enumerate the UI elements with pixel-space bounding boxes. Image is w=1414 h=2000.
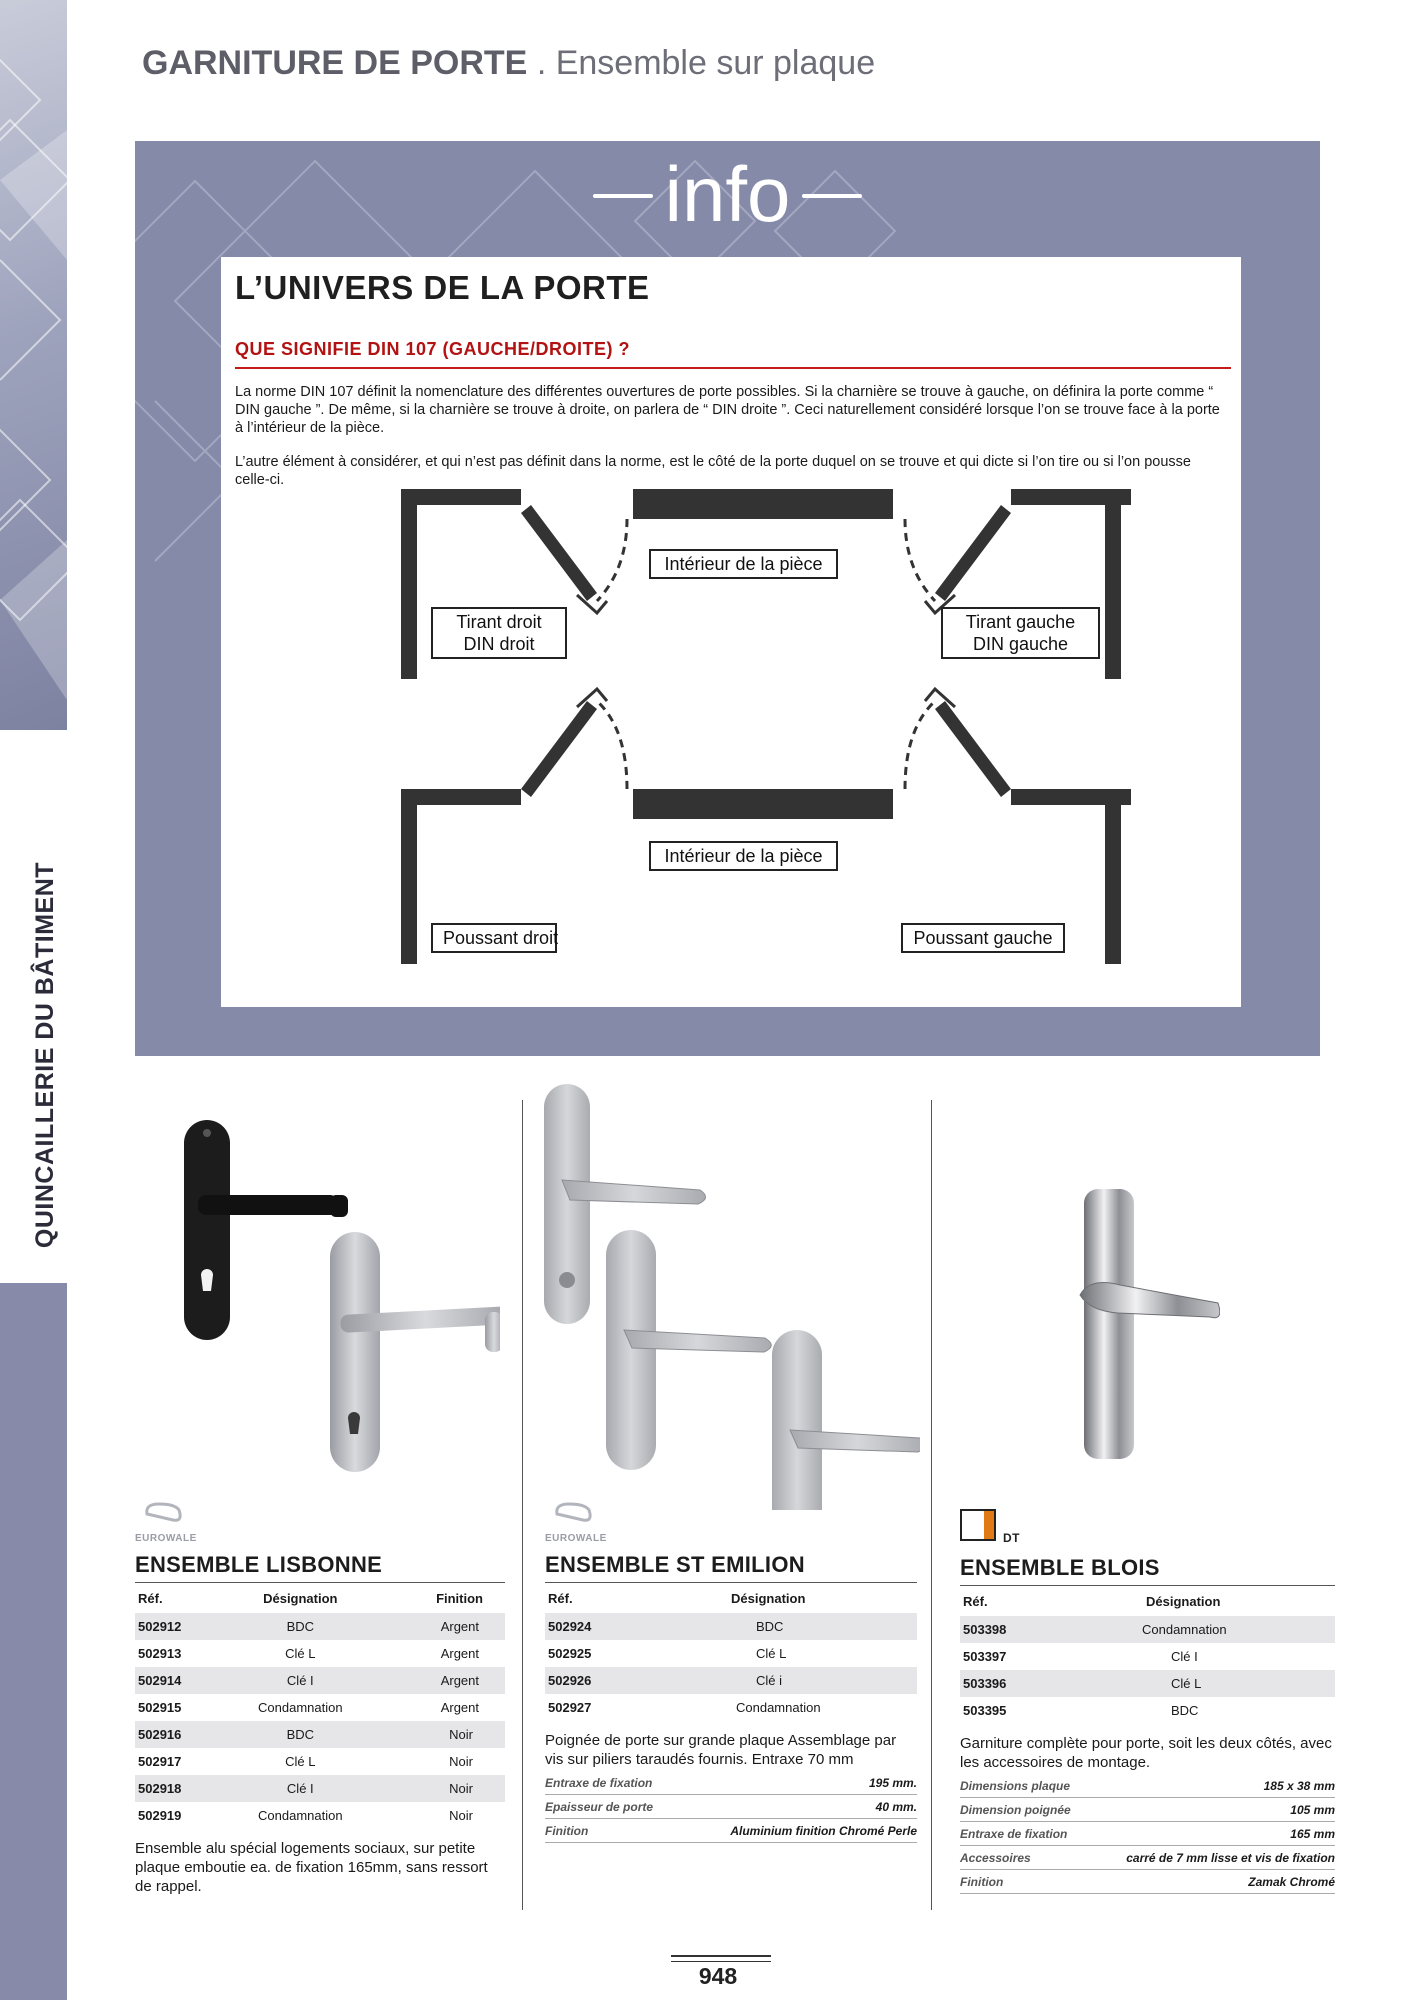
table-row [960,1670,1335,1697]
table-cell: Clé L [285,1754,316,1769]
table-cell-ref: 503398 [960,1616,1086,1643]
table-cell: Noir [379,1775,505,1802]
product-brand: EUROWALE [135,1533,197,1544]
spec-value: 105 mm [1290,1802,1335,1817]
table-cell: Clé L [1086,1670,1335,1697]
sidebar-decor-bottom [0,1283,67,2000]
info-heading-left-rule [593,194,653,198]
info-subtitle: QUE SIGNIFIE DIN 107 (GAUCHE/DROITE) ? [235,339,631,359]
spec-row [960,1798,1335,1822]
table-cell-ref: 502915 [138,1700,182,1715]
sidebar-decor-top [0,0,67,730]
label-tirant-gauche-line1: Tirant gauche [965,612,1076,632]
sidebar-pattern [0,0,67,730]
product-brand: DT [1003,1531,1020,1545]
label-tirant-droit [431,607,567,659]
table-cell-ref: 503395 [963,1703,1007,1718]
table-header: Désignation [1146,1593,1221,1609]
product-image-lisbonne [160,1100,500,1480]
spec-row [960,1870,1335,1894]
spec-value: 185 x 38 mm [1263,1778,1335,1793]
table-row [545,1613,917,1640]
table-cell: BDC [221,1721,379,1748]
table-cell: BDC [1171,1703,1199,1718]
spec-row [545,1795,917,1819]
table-header: Réf. [963,1593,988,1609]
table-header: Réf. [138,1590,163,1606]
spec-key: Finition [545,1823,589,1838]
spec-row [960,1822,1335,1846]
product-description: Garniture complète pour porte, soit les deux côtés, avec les accessoires de montage. [960,1735,1332,1771]
product-title: ENSEMBLE ST EMILION [545,1552,805,1577]
table-header-row [960,1586,1335,1616]
table-cell: Clé L [285,1646,316,1661]
table-header: Désignation [731,1590,806,1606]
table-cell: Clé I [221,1667,379,1694]
page-number: 948 [698,1963,738,1989]
info-paragraph-1: La norme DIN 107 définit la nomenclature des différentes ouvertures de porte possibles. Si la charnière se trouve à gauche, on définira la porte comme “ DIN gauche ”. De même, si la charnière se trouve à droite, on parlera de “ DIN droite ”. Ceci naturellement considéré lorsque l’on se trouve face à la porte à l’intérieur de la pièce. [235,384,1220,436]
table-cell-ref: 502918 [135,1775,221,1802]
table-row [135,1721,505,1748]
info-heading-text: info [664,150,791,238]
product-description: Ensemble alu spécial logements sociaux, sur petite plaque emboutie ea. de fixation 165mm, sans ressort de rappel. [135,1840,488,1895]
info-heading [135,149,1320,239]
info-panel [221,257,1241,1007]
table-cell: Argent [440,1646,479,1661]
table-cell: Noir [379,1721,505,1748]
spec-value: carré de 7 mm lisse et vis de fixation [1126,1850,1335,1865]
spec-value: 195 mm. [868,1775,917,1790]
table-cell-ref: 502925 [548,1646,592,1661]
table-cell: Noir [449,1808,473,1823]
info-title: L’UNIVERS DE LA PORTE [235,269,650,306]
label-tirant-droit-line2: DIN droit [463,634,535,654]
spec-value: 40 mm. [875,1799,917,1814]
table-cell-ref: 502916 [135,1721,221,1748]
spec-value: 165 mm [1290,1826,1335,1841]
page-title-main: GARNITURE DE PORTE [142,44,528,82]
product-image-st-emilion [540,1080,920,1510]
table-row [135,1667,505,1694]
table-cell-ref: 502924 [545,1613,671,1640]
table-cell-ref: 502919 [138,1808,182,1823]
table-cell: Clé L [756,1646,787,1661]
table-cell: Argent [379,1613,505,1640]
product-brand: EUROWALE [545,1533,607,1544]
table-cell-ref: 502927 [548,1700,592,1715]
table-cell: Condamnation [1086,1616,1335,1643]
table-row [135,1775,505,1802]
product-lisbonne [135,1500,505,1896]
eurowale-logo-icon [545,1500,605,1528]
info-subtitle-rule [235,367,1231,369]
label-interior-bottom: Intérieur de la pièce [649,841,838,871]
table-row [135,1640,505,1667]
table-cell-ref: 502917 [138,1754,182,1769]
label-tirant-gauche-line2: DIN gauche [972,634,1069,654]
product-table [545,1583,917,1721]
spec-key: Dimension poignée [960,1802,1071,1817]
table-row [545,1694,917,1721]
table-row [135,1748,505,1775]
spec-value: Aluminium finition Chromé Perle [730,1823,917,1838]
din-diagram [401,489,1131,989]
info-box [135,141,1320,1056]
table-header-row [545,1583,917,1613]
table-row [135,1694,505,1721]
eurowale-logo-icon [135,1500,195,1528]
spec-key: Dimensions plaque [960,1778,1071,1793]
spec-key: Epaisseur de porte [545,1799,654,1814]
table-cell: BDC [671,1613,917,1640]
product-title: ENSEMBLE BLOIS [960,1555,1160,1580]
column-separator-1 [522,1100,523,1910]
table-cell-ref: 503397 [963,1649,1007,1664]
dt-logo [960,1505,1335,1545]
label-poussant-droit: Poussant droit [431,923,557,953]
sidebar-category-label: QUINCAILLERIE DU BÂTIMENT [31,861,59,1249]
spec-value: Zamak Chromé [1248,1874,1335,1889]
table-cell: Clé I [221,1775,379,1802]
table-cell: Condamnation [258,1700,343,1715]
table-row [960,1643,1335,1670]
table-row [135,1802,505,1829]
table-header: Désignation [263,1590,338,1606]
table-row [545,1640,917,1667]
table-cell: BDC [221,1613,379,1640]
spec-key: Entraxe de fixation [960,1826,1068,1841]
product-specs [960,1774,1335,1894]
spec-key: Accessoires [960,1850,1031,1865]
product-specs [545,1771,917,1843]
table-cell: Noir [449,1754,473,1769]
table-cell: Clé i [671,1667,917,1694]
table-cell-ref: 502912 [135,1613,221,1640]
table-row [545,1667,917,1694]
page-number-rule [671,1955,771,1962]
table-cell: Argent [440,1700,479,1715]
spec-row [960,1846,1335,1870]
spec-row [960,1774,1335,1798]
table-header: Réf. [548,1590,573,1606]
table-header: Finition [436,1590,483,1606]
product-table [960,1586,1335,1724]
label-tirant-gauche [941,607,1100,659]
spec-key: Entraxe de fixation [545,1775,653,1790]
page-title [142,44,875,83]
page-title-sub: . Ensemble sur plaque [536,44,876,82]
dt-logo-icon [960,1509,1000,1545]
table-cell-ref: 502926 [545,1667,671,1694]
label-poussant-gauche: Poussant gauche [901,923,1065,953]
product-st-emilion [545,1500,917,1843]
spec-key: Finition [960,1874,1004,1889]
table-row [135,1613,505,1640]
spec-row [545,1771,917,1795]
label-tirant-droit-line1: Tirant droit [456,612,542,632]
product-image-blois [1060,1185,1220,1475]
product-title: ENSEMBLE LISBONNE [135,1552,383,1577]
label-interior-top: Intérieur de la pièce [649,549,838,579]
table-cell-ref: 502913 [138,1646,182,1661]
info-paragraph-2: L’autre élément à considérer, et qui n’est pas définit dans la norme, est le côté de la porte duquel on se trouve et qui dicte si l’on tire ou si l’on pousse celle-ci. [235,454,1191,488]
spec-row [545,1819,917,1843]
product-blois [960,1505,1335,1894]
table-cell: Condamnation [736,1700,821,1715]
product-description: Poignée de porte sur grande plaque Assemblage par vis sur piliers taraudés fournis. Entraxe 70 mm [545,1732,897,1768]
table-header-row [135,1583,505,1613]
table-cell: Clé I [1171,1649,1198,1664]
table-row [960,1616,1335,1643]
info-heading-right-rule [802,194,862,198]
table-cell-ref: 502914 [135,1667,221,1694]
table-cell: Condamnation [258,1808,343,1823]
product-table [135,1583,505,1829]
table-cell: Argent [379,1667,505,1694]
table-row [960,1697,1335,1724]
column-separator-2 [931,1100,932,1910]
table-cell-ref: 503396 [960,1670,1086,1697]
